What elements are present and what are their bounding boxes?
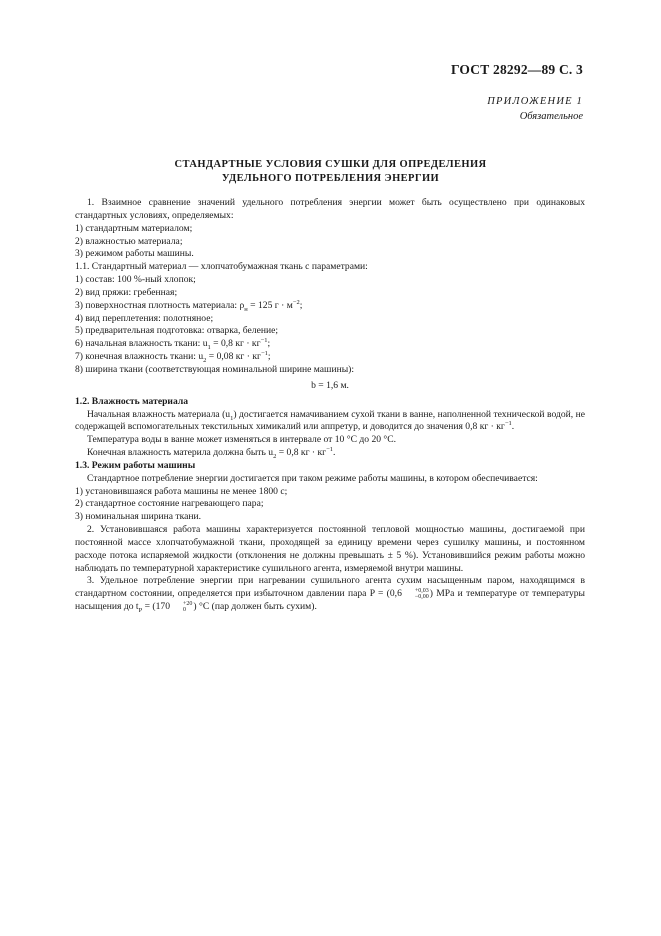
mode-item-1: 1) установившаяся работа машины не менее 1800 с; [75, 485, 288, 497]
width-formula: b = 1,6 м. [311, 379, 349, 391]
section-3: 3. Удельное потребление энергии при нагревании сушильного агента сухим насыщенным паром, находящимся в стандартном состоянии, определяется при избыточном давлении пара P = (0,6 +0,03 −0,00 ) MPa и температуре от температуры насыщения до $t_P = (170$ +20 0 ) °С (пар должен быть сухим). [75, 575, 585, 615]
section-1-3-intro: Стандартное потребление энергии достигается при таком режиме работы машины, в котором обеспечивается: [87, 472, 538, 484]
appendix-block [487, 94, 583, 124]
section-1-2-p1: Начальная влажность материала $(u_1)$ достигается намачиванием сухой ткани в ванне, наполненной технической водой, не содержащей вспомогательных текстильных химикалий или аппретур, и доводится до значения 0,8 кг · $кг^{-1}$. [75, 408, 585, 433]
title-line-2: УДЕЛЬНОГО ПОТРЕБЛЕНИЯ ЭНЕРГИИ [221, 173, 440, 184]
section-1-3-heading: 1.3. Режим работы машины [75, 459, 196, 471]
mode-item-3: 3) номинальная ширина ткани. [75, 511, 202, 523]
mode-item-2: 2) стандартное состояние нагревающего пара; [75, 498, 264, 510]
document-title [0, 158, 661, 186]
conditions-item-1: 1) стандартным материалом; [75, 222, 193, 234]
temperature-tolerance: +20 0 [183, 601, 193, 614]
section-1-2-p3: Конечная влажность материла должна быть $u_2 = 0,8$ кг · $кг^{-1}$. [87, 445, 336, 460]
conditions-item-3: 3) режимом работы машины. [75, 248, 194, 260]
section-1-intro: 1. Взаимное сравнение значений удельного потребления энергии может быть осуществлено при одинаковых стандартных условиях, определяемых: [75, 197, 585, 221]
document-body [75, 197, 585, 614]
param-preparation: 5) предварительная подготовка: отварка, беление; [75, 325, 279, 337]
section-2: 2. Установившаяся работа машины характеризуется постоянной тепловой мощностью машины, достигаемой при постоянной массе хлопчатобумажной ткани, проходящей за единицу времени через сушилку машины, и постоянном расходе потока испаряемой жидкости (отклонения не должны превышать ± 5 %). Установившийся режим работы можно наблюдать по температурной характеристике сушильного агента, измеряемой внутри машины. [75, 524, 585, 574]
standard-header: ГОСТ 28292—89 С. 3 [450, 62, 583, 77]
param-width: 8) ширина ткани (соответствующая номинальной ширине машины): [75, 363, 355, 375]
title-line-1: СТАНДАРТНЫЕ УСЛОВИЯ СУШКИ ДЛЯ ОПРЕДЕЛЕНИЯ [174, 159, 487, 170]
section-1-1: 1.1. Стандартный материал — хлопчатобумажная ткань с параметрами: [75, 261, 368, 273]
param-composition: 1) состав: 100 %-ный хлопок; [75, 274, 196, 286]
param-weave: 4) вид переплетения: полотняное; [75, 312, 214, 324]
param-yarn: 2) вид пряжи: гребенная; [75, 286, 178, 298]
section-1-2-p2: Температура воды в ванне может изменяться в интервале от 10 °С до 20 °С. [87, 434, 397, 446]
param-final-moisture: 7) конечная влажность ткани: $u_2 = 0,08$ кг · $кг^{-1}$; [75, 349, 271, 365]
appendix-status: Обязательное [519, 111, 583, 122]
section-1-2-heading: 1.2. Влажность материала [75, 395, 189, 407]
pressure-tolerance: +0,03 −0,00 [414, 588, 429, 601]
param-density: 3) поверхностная плотность материала: $\rho_н = 125$ $г \cdot м^{-2}$; [75, 298, 303, 313]
param-initial-moisture: 6) начальная влажность ткани: $u_1 = 0,8$ кг · $кг^{-1}$; [75, 337, 271, 352]
appendix-label: ПРИЛОЖЕНИЕ 1 [487, 96, 583, 107]
conditions-item-2: 2) влажностью материала; [75, 235, 183, 247]
